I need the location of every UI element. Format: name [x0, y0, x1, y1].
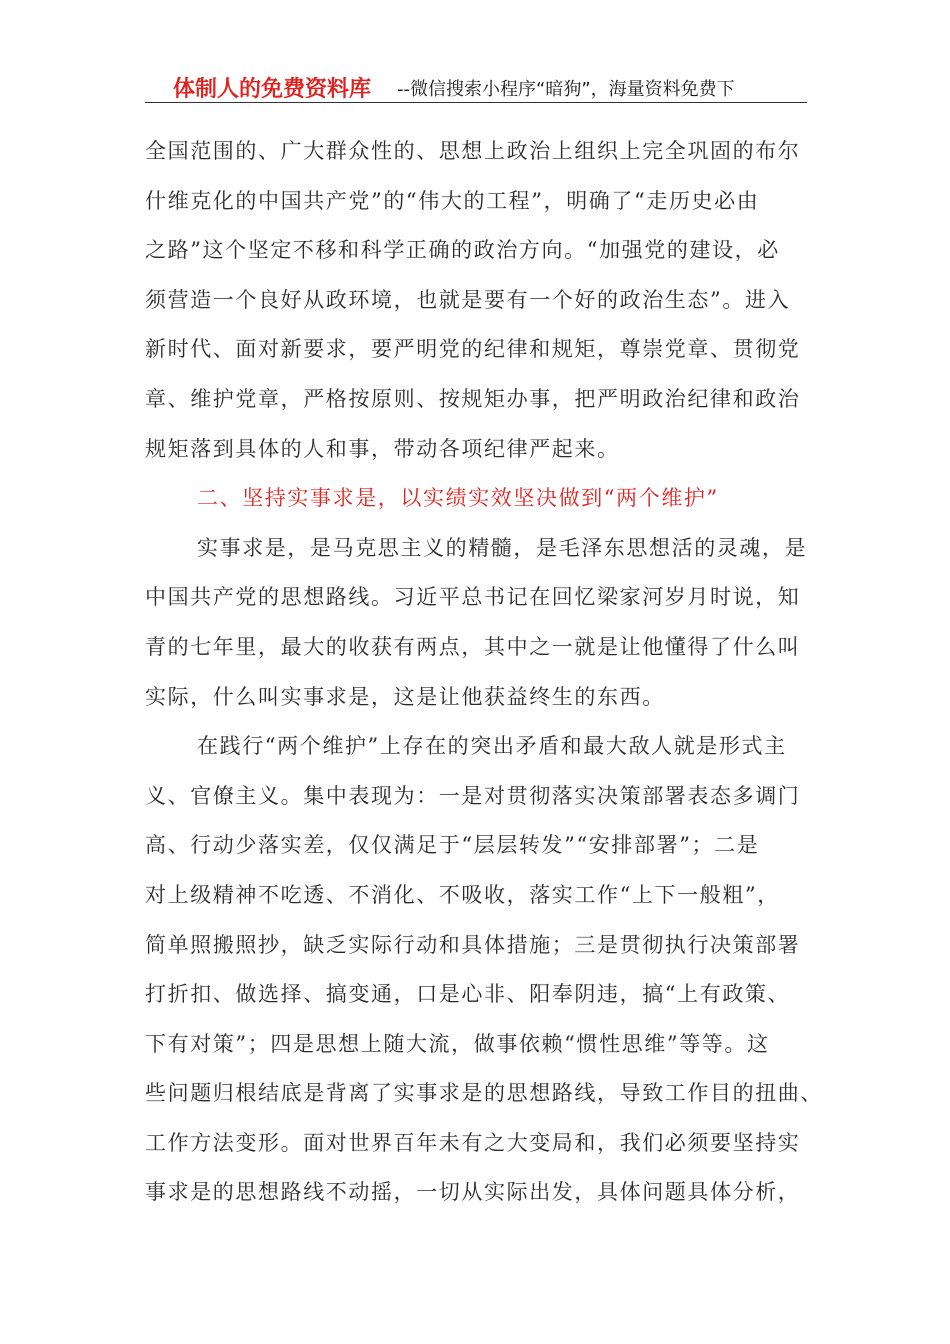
paragraph-line: 实事求是，是马克思主义的精髓，是毛泽东思想活的灵魂，是	[197, 535, 808, 560]
paragraph-line: 之路”这个坚定不移和科学正确的政治方向。“加强党的建设，必	[145, 238, 780, 263]
paragraph-line: 工作方法变形。面对世界百年未有之大变局和，我们必须要坚持实	[145, 1130, 801, 1155]
paragraph-line: 实际，什么叫实事求是，这是让他获益终生的东西。	[145, 684, 665, 709]
paragraph-line: 中国共产党的思想路线。习近平总书记在回忆梁家河岁月时说，知	[145, 585, 801, 610]
paragraph-line: 下有对策”；四是思想上随大流，做事依赖“惯性思维”等等。这	[145, 1031, 770, 1056]
paragraph-line: 青的七年里，最大的收获有两点，其中之一就是让他懂得了什么叫	[145, 634, 801, 659]
paragraph-line: 打折扣、做选择、搞变通，口是心非、阳奉阴违，搞“上有政策、	[145, 982, 791, 1007]
paragraph-line: 全国范围的、广大群众性的、思想上政治上组织上完全巩固的布尔	[145, 139, 801, 163]
page-header	[145, 70, 807, 103]
paragraph-line: 事求是的思想路线不动摇，一切从实际出发，具体问题具体分析，	[145, 1180, 801, 1205]
header-slogan: --微信搜索小程序“暗狗”，海量资料免费下	[397, 79, 735, 100]
paragraph-line: 什维克化的中国共产党”的“伟大的工程”，明确了“走历史必由	[145, 188, 760, 213]
paragraph-line: 规矩落到具体的人和事，带动各项纪律严起来。	[145, 436, 620, 461]
paragraph-line: 些问题归根结底是背离了实事求是的思想路线，导致工作目的扭曲、	[145, 1081, 823, 1106]
paragraph-line: 高、行动少落实差，仅仅满足于“层层转发”“安排部署”；二是	[145, 833, 760, 858]
paragraph-line: 在践行“两个维护”上存在的突出矛盾和最大敌人就是形式主	[197, 734, 787, 759]
section-heading: 二、坚持实事求是，以实绩实效坚决做到“两个维护”	[197, 486, 719, 511]
paragraph-line: 对上级精神不吃透、不消化、不吸收，落实工作“上下一般粗”，	[145, 882, 780, 907]
header-brand: 体制人的免费资料库	[173, 77, 372, 102]
paragraph-line: 须营造一个良好从政环境，也就是要有一个好的政治生态”。进入	[145, 287, 791, 312]
paragraph-line: 简单照搬照抄，缺乏实际行动和具体措施；三是贯彻执行决策部署	[145, 932, 801, 957]
paragraph-line: 新时代、面对新要求，要严明党的纪律和规矩，尊崇党章、贯彻党	[145, 337, 801, 362]
document-body	[145, 127, 823, 1218]
paragraph-line: 章、维护党章，严格按原则、按规矩办事，把严明政治纪律和政治	[145, 386, 801, 411]
paragraph-line: 义、官僚主义。集中表现为：一是对贯彻落实决策部署表态多调门	[145, 783, 801, 808]
